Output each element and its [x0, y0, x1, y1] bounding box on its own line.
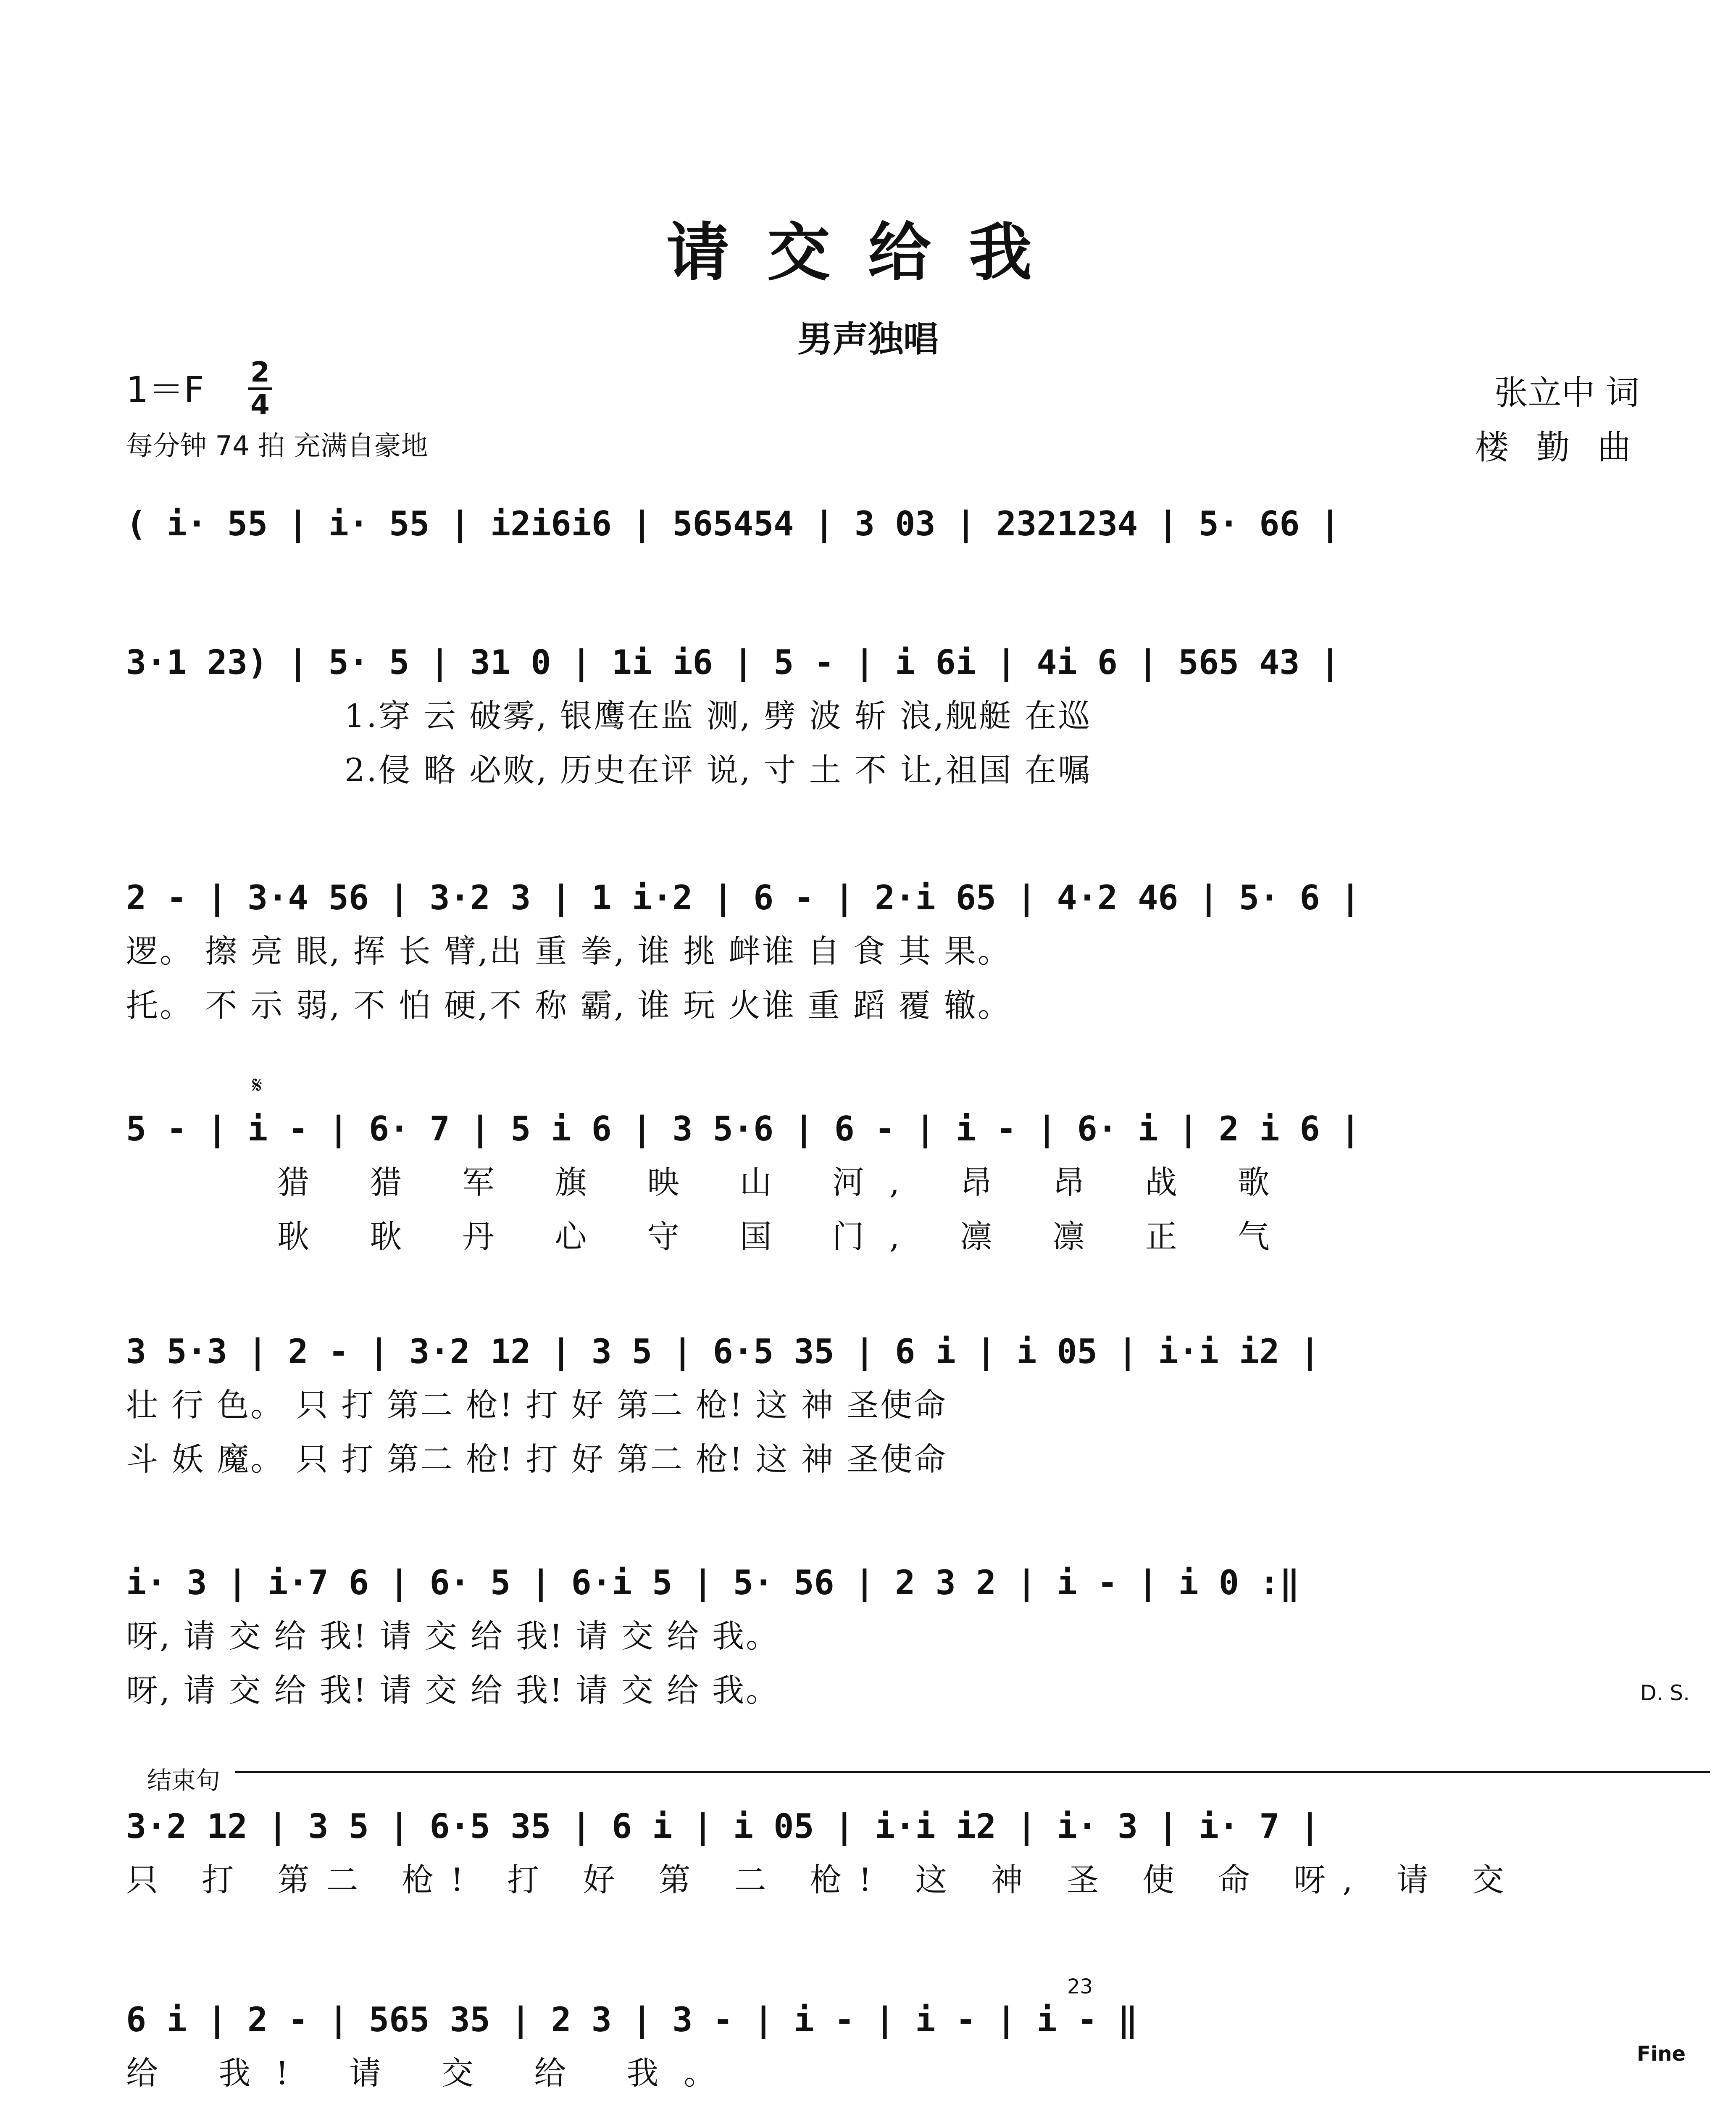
notation-line: 3·2 12 | 3 5 | 6·5 35 | 6 i | i 05 | i·i i2 | i· 3 | i· 7 |: [126, 1807, 1320, 1846]
notation-line: ( i· 55 | i· 55 | i2i6i6 | 565454 | 3 03 | 2321234 | 5· 66 |: [126, 504, 1340, 543]
notation-line: i· 3 | i·7 6 | 6· 5 | 6·i 5 | 5· 56 | 2 3 2 | i - | i 0 :‖: [126, 1563, 1300, 1602]
song-title: 请交给我: [666, 216, 1070, 290]
lyric-line: 给 我! 请 交 给 我。: [126, 2054, 741, 2092]
score-system-2: [126, 643, 1652, 790]
segno-sign: 𝄋: [252, 1072, 263, 1099]
key-signature: 1＝F: [126, 369, 204, 410]
score-system-5: [126, 1332, 1652, 1480]
lyric-verse-1: 壮 行 色。 只 打 第二 枪! 打 好 第二 枪! 这 神 圣使命: [126, 1386, 948, 1424]
fine-marking: Fine: [1637, 2042, 1686, 2066]
ending-section-label: 结束句: [147, 1766, 221, 1795]
score-system-1: [126, 504, 1652, 543]
score-system-7: [126, 1807, 1652, 1900]
notation-line: 6 i | 2 - | 565 35 | 2 3 | 3 - | i - | i - | i - ‖: [126, 2000, 1138, 2039]
song-subtitle: 男声独唱: [797, 318, 939, 360]
time-signature-bottom: 4: [250, 389, 270, 421]
notation-line: 3·1 23) | 5· 5 | 31 0 | 1i i6 | 5 - | i 6i | 4i 6 | 565 43 |: [126, 643, 1340, 682]
score-system-3: [126, 878, 1652, 1026]
lyric-verse-2: 呀, 请 交 给 我! 请 交 给 我! 请 交 给 我。: [126, 1672, 780, 1709]
lyric-verse-2: 斗 妖 魔。 只 打 第二 枪! 打 好 第二 枪! 这 神 圣使命: [126, 1440, 948, 1478]
lyric-verse-2: 2.侵 略 必败, 历史在评 说, 寸 土 不 让,祖国 在嘱: [345, 751, 1092, 789]
lyric-verse-2: 托。 不 示 弱, 不 怕 硬,不 称 霸, 谁 玩 火谁 重 蹈 覆 辙。: [126, 987, 1011, 1024]
time-signature-top: 2: [248, 357, 272, 390]
score-system-4: [126, 1109, 1652, 1257]
lyric-verse-1: 呀, 请 交 给 我! 请 交 给 我! 请 交 给 我。: [126, 1617, 780, 1655]
ending-section-line: [235, 1771, 1710, 1773]
tuplet-mark: 23: [1067, 1975, 1093, 1998]
lyric-verse-2: 耿 耿 丹 心 守 国 门, 凛 凛 正 气: [277, 1218, 1295, 1255]
tempo-marking: 每分钟 74 拍 充满自豪地: [126, 431, 428, 462]
notation-line: 3 5·3 | 2 - | 3·2 12 | 3 5 | 6·5 35 | 6 i | i 05 | i·i i2 |: [126, 1332, 1320, 1371]
lyric-verse-1: 逻。 擦 亮 眼, 挥 长 臂,出 重 拳, 谁 挑 衅谁 自 食 其 果。: [126, 932, 1011, 970]
lyric-verse-1: 猎 猎 军 旗 映 山 河, 昂 昂 战 歌: [277, 1164, 1295, 1201]
notation-line: 5 - | i - | 6· 7 | 5 i 6 | 3 5·6 | 6 - | i - | 6· i | 2 i 6 |: [126, 1109, 1361, 1148]
composer-credit: 楼 勤 曲: [1475, 428, 1639, 467]
lyric-verse-1: 1.穿 云 破雾, 银鹰在监 测, 劈 波 斩 浪,舰艇 在巡: [345, 697, 1092, 735]
time-signature: [248, 357, 272, 420]
notation-line: 2 - | 3·4 56 | 3·2 3 | 1 i·2 | 6 - | 2·i 65 | 4·2 46 | 5· 6 |: [126, 878, 1361, 917]
score-system-8: [126, 2000, 1652, 2093]
lyric-line: 只 打 第二 枪! 打 好 第 二 枪! 这 神 圣 使 命 呀, 请 交: [126, 1861, 1521, 1898]
lyricist-credit: 张立中 词: [1494, 373, 1639, 412]
score-system-6: [126, 1563, 1652, 1711]
dal-segno-marking: D. S.: [1640, 1681, 1690, 1705]
